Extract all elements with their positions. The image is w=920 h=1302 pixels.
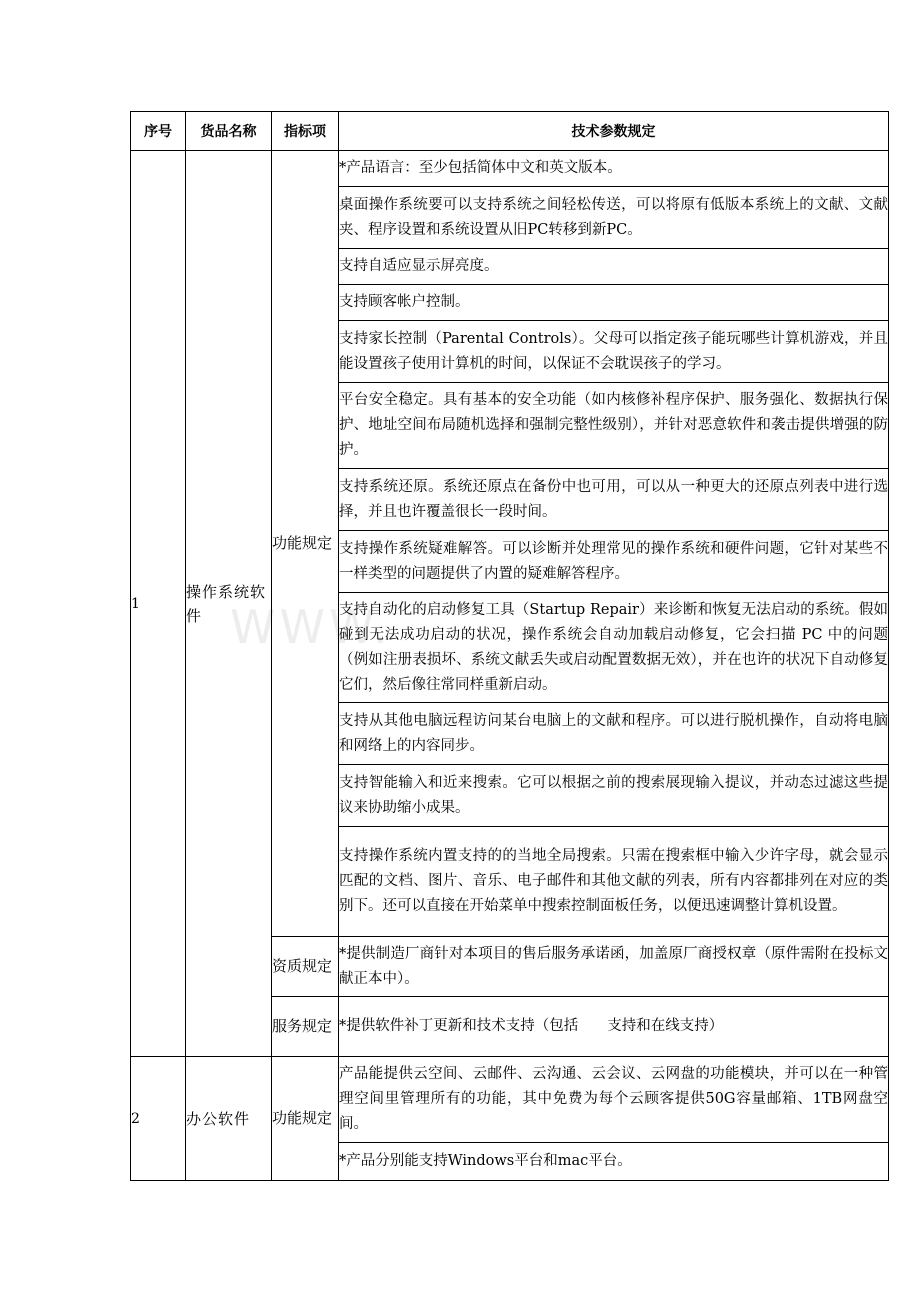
spec-cell: 支持操作系统疑难解答。可以诊断并处理常见的操作系统和硬件问题，它针对某些不一样类型的问题提供了内置的疑难解答程序。	[339, 531, 889, 593]
spec-cell: 支持系统还原。系统还原点在备份中也可用，可以从一种更大的还原点列表中进行选择，并且也许覆盖很长一段时间。	[339, 469, 889, 531]
spec-cell: 平台安全稳定。具有基本的安全功能（如内核修补程序保护、服务强化、数据执行保护、地址空间布局随机选择和强制完整性级别），并针对恶意软件和袭击提供增强的防护。	[339, 383, 889, 469]
header-row	[131, 112, 889, 151]
spec-cell: 支持家长控制（Parental Controls）。父母可以指定孩子能玩哪些计算机游戏，并且能设置孩子使用计算机的时间，以保证不会耽误孩子的学习。	[339, 321, 889, 383]
spec-cell: 桌面操作系统要可以支持系统之间轻松传送，可以将原有低版本系统上的文献、文献夹、程序设置和系统设置从旧PC转移到新PC。	[339, 187, 889, 249]
indicator-func-2: 功能规定	[272, 1057, 339, 1181]
spec-cell: 支持自动化的启动修复工具（Startup Repair）来诊断和恢复无法启动的系统。假如碰到无法成功启动的状况，操作系统会自动加载启动修复，它会扫描 PC 中的问题（例如注册表损坏、系统文献丢失或启动配置数据无效），并在也许的状况下自动修复它们，然后像往常同样重新启动。	[339, 593, 889, 703]
table-row	[131, 1057, 889, 1143]
header-no: 序号	[131, 112, 186, 151]
item-no-1: 1	[131, 151, 186, 1057]
spec-cell: *产品语言：至少包括简体中文和英文版本。	[339, 151, 889, 187]
indicator-qual-1: 资质规定	[272, 937, 339, 997]
item-name-2: 办公软件	[186, 1057, 272, 1181]
indicator-service-1: 服务规定	[272, 997, 339, 1057]
indicator-func-1: 功能规定	[272, 151, 339, 937]
spec-cell: *提供制造厂商针对本项目的售后服务承诺函，加盖原厂商授权章（原件需附在投标文献正本中）。	[339, 937, 889, 997]
spec-cell: 支持智能输入和近来搜索。它可以根据之前的搜索展现输入提议，并动态过滤这些提议来协助缩小成果。	[339, 765, 889, 827]
spec-cell: 支持顾客帐户控制。	[339, 285, 889, 321]
header-indicator: 指标项	[272, 112, 339, 151]
table-row	[131, 151, 889, 187]
spec-cell: *提供软件补丁更新和技术支持（包括 支持和在线支持）	[339, 997, 889, 1057]
item-no-2: 2	[131, 1057, 186, 1181]
watermark: WWW.	[230, 600, 392, 654]
spec-cell: 支持自适应显示屏亮度。	[339, 249, 889, 285]
header-spec: 技术参数规定	[339, 112, 889, 151]
spec-cell: 产品能提供云空间、云邮件、云沟通、云会议、云网盘的功能模块，并可以在一种管理空间里管理所有的功能，其中免费为每个云顾客提供50G容量邮箱、1TB网盘空间。	[339, 1057, 889, 1143]
spec-cell: 支持从其他电脑远程访问某台电脑上的文献和程序。可以进行脱机操作，自动将电脑和网络上的内容同步。	[339, 703, 889, 765]
spec-cell: 支持操作系统内置支持的的当地全局搜索。只需在搜索框中输入少许字母，就会显示匹配的文档、图片、音乐、电子邮件和其他文献的列表，所有内容都排列在对应的类别下。还可以直接在开始菜单中搜索控制面板任务，以便迅速调整计算机设置。	[339, 827, 889, 937]
header-name: 货品名称	[186, 112, 272, 151]
item-name-1: 操作系统软件	[186, 151, 272, 1057]
spec-cell: *产品分别能支持Windows平台和mac平台。	[339, 1143, 889, 1181]
